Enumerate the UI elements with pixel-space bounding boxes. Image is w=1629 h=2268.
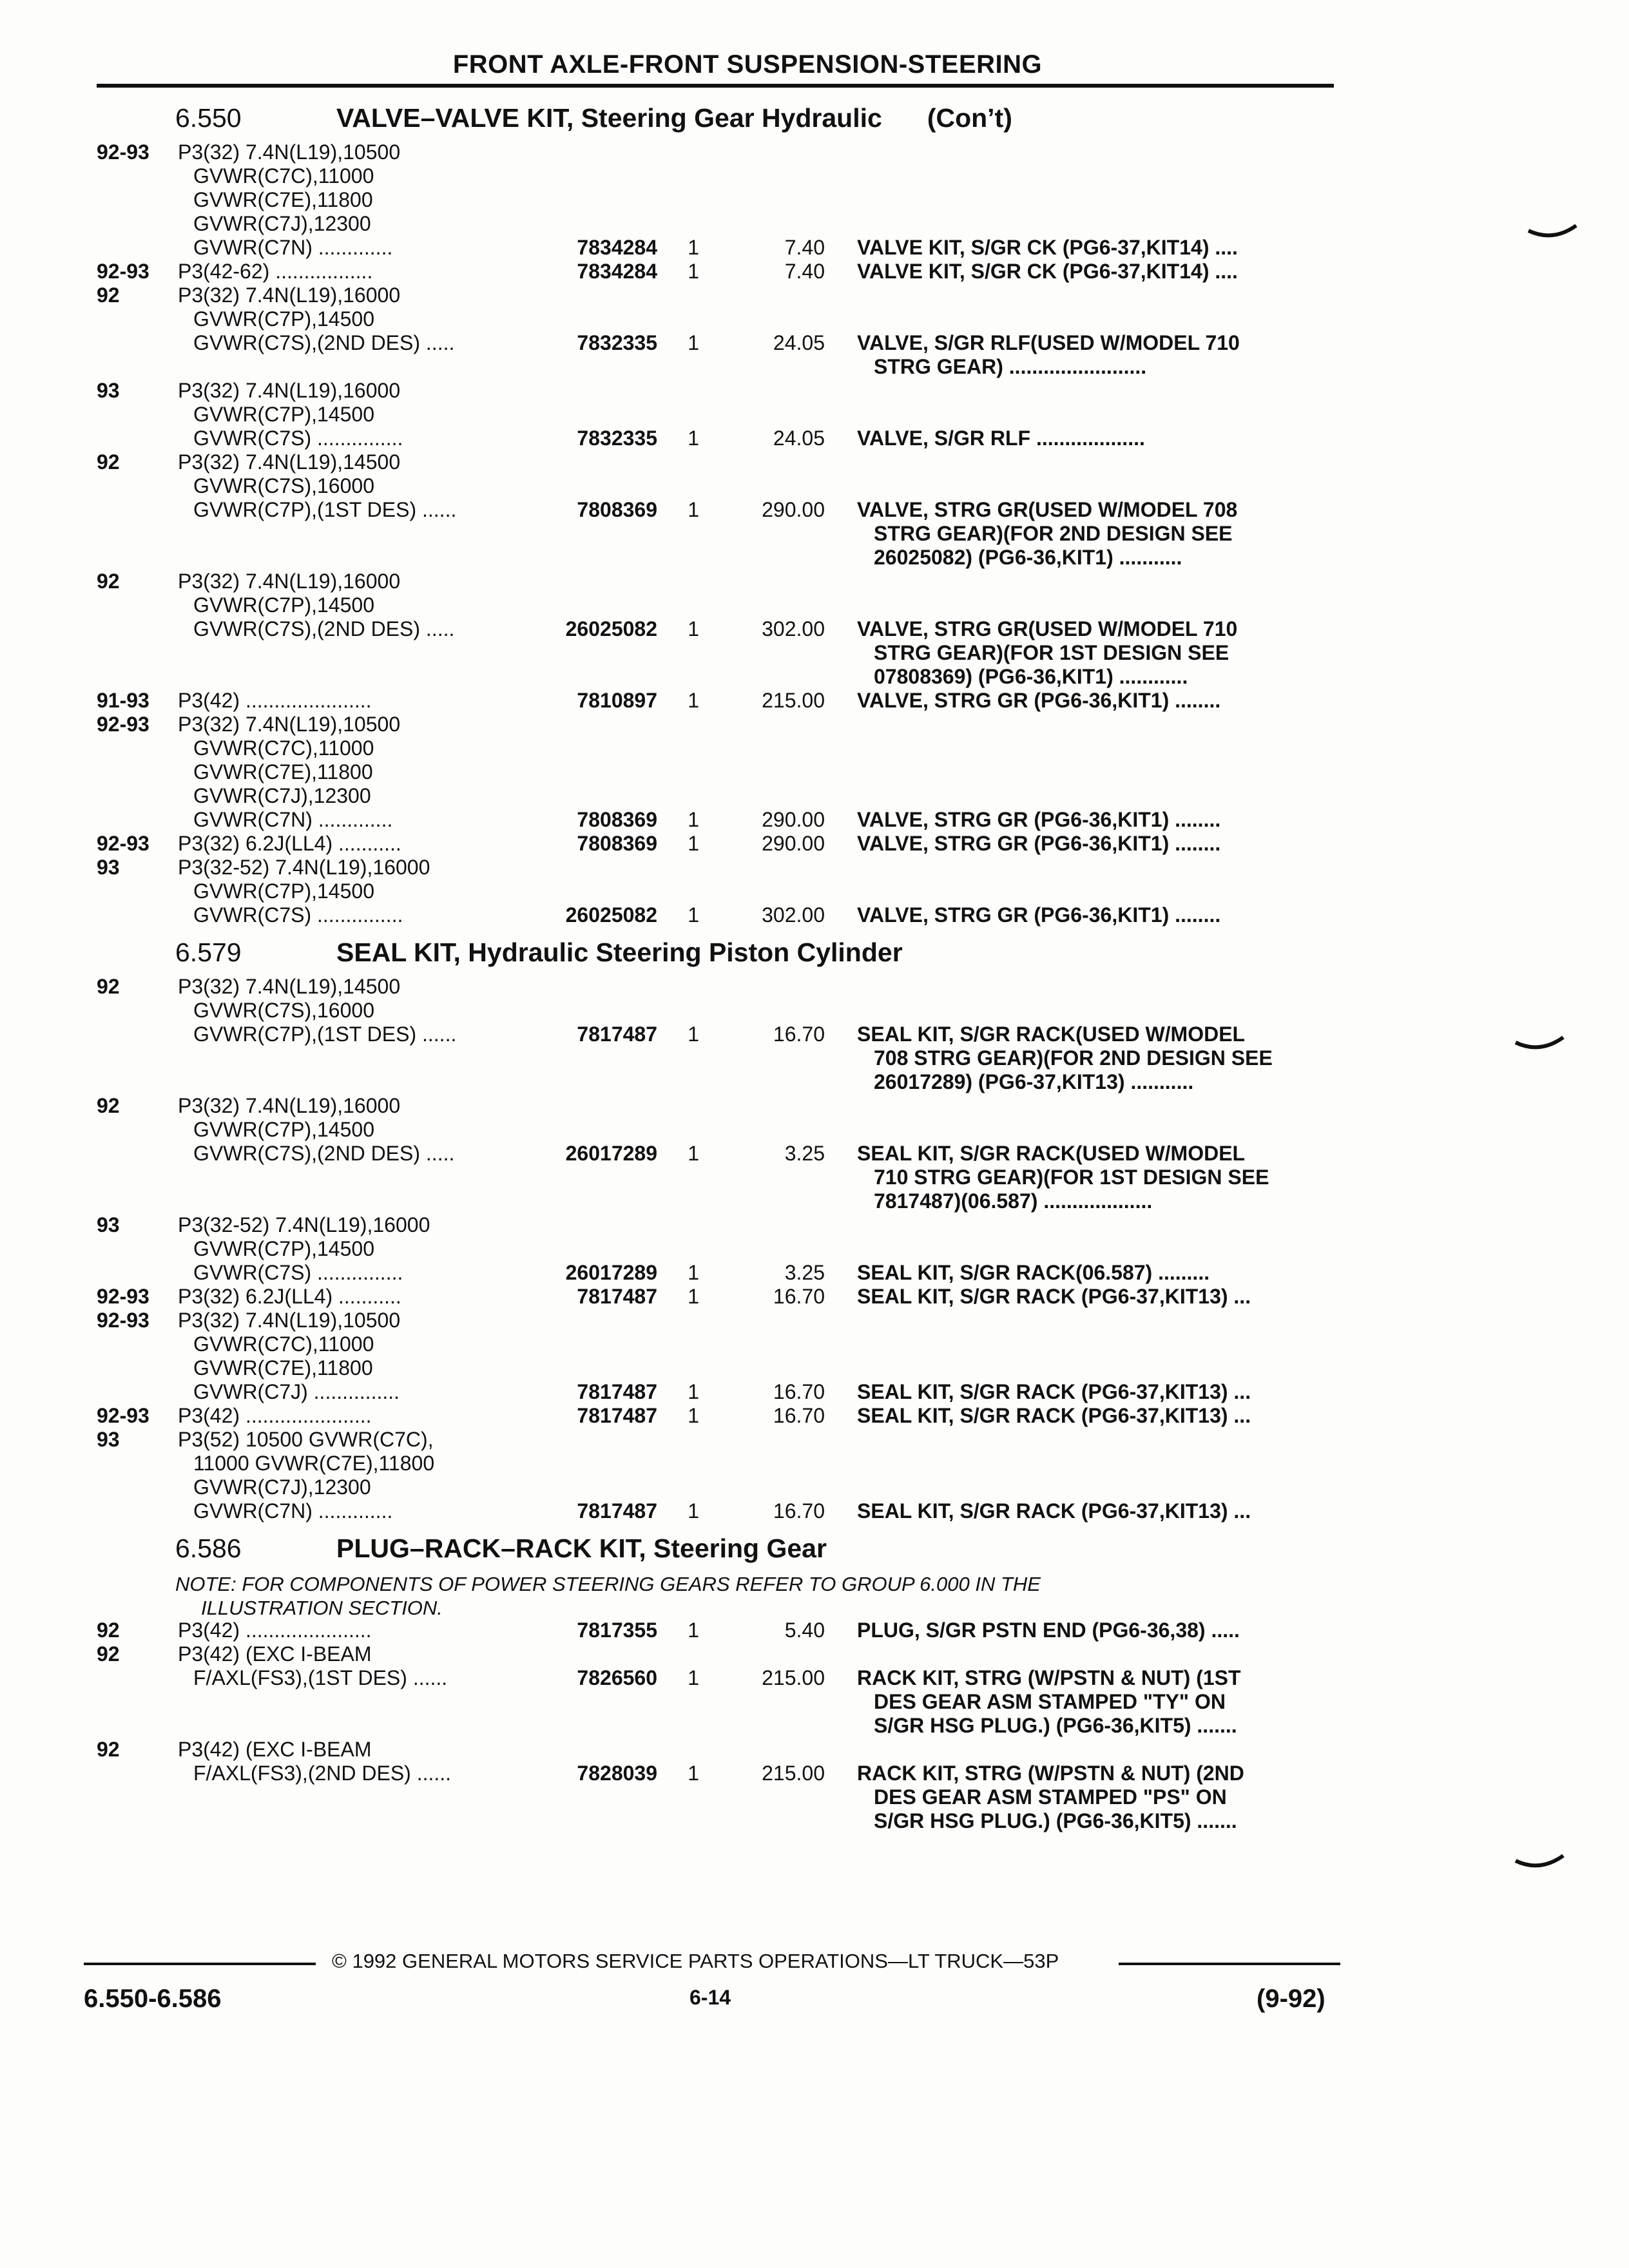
year-cell: 93 bbox=[97, 1428, 120, 1451]
application-cell: GVWR(C7J),12300 bbox=[193, 784, 371, 807]
part-number-cell: 7808369 bbox=[577, 498, 657, 521]
application-cell: GVWR(C7S),(2ND DES) ..... bbox=[193, 1142, 455, 1165]
table-row bbox=[0, 1690, 1629, 1714]
part-number-cell: 26025082 bbox=[565, 617, 657, 640]
page-title: FRONT AXLE-FRONT SUSPENSION-STEERING bbox=[452, 50, 1043, 79]
section-title: VALVE–VALVE KIT, Steering Gear Hydraulic bbox=[336, 103, 882, 133]
section-heading-6-579 bbox=[175, 937, 903, 968]
price-cell: 7.40 bbox=[784, 260, 825, 283]
application-cell: P3(42-62) ................. bbox=[178, 260, 373, 283]
application-cell: GVWR(C7E),11800 bbox=[193, 760, 373, 783]
part-number-cell: 7832335 bbox=[577, 331, 657, 354]
table-row bbox=[0, 1261, 1629, 1285]
description-cell: VALVE, STRG GR (PG6-36,KIT1) ........ bbox=[857, 689, 1221, 712]
table-row bbox=[0, 1356, 1629, 1380]
table-row bbox=[0, 236, 1629, 260]
description-cell: STRG GEAR)(FOR 2ND DESIGN SEE bbox=[874, 522, 1233, 545]
description-cell: SEAL KIT, S/GR RACK(USED W/MODEL bbox=[857, 1142, 1246, 1165]
price-cell: 24.05 bbox=[773, 427, 825, 450]
part-number-cell: 7826560 bbox=[577, 1666, 657, 1689]
application-cell: P3(32) 7.4N(L19),10500 bbox=[178, 713, 401, 736]
quantity-cell: 1 bbox=[688, 808, 699, 831]
description-cell: S/GR HSG PLUG.) (PG6-36,KIT5) ....... bbox=[874, 1809, 1237, 1832]
section-number: 6.579 bbox=[175, 937, 242, 967]
application-cell: P3(42) (EXC I-BEAM bbox=[178, 1738, 372, 1761]
price-cell: 16.70 bbox=[773, 1380, 825, 1403]
application-cell: GVWR(C7S),(2ND DES) ..... bbox=[193, 331, 455, 354]
table-row bbox=[0, 975, 1629, 999]
section-number: 6.586 bbox=[175, 1533, 242, 1563]
application-cell: GVWR(C7N) ............. bbox=[193, 236, 393, 259]
year-cell: 92 bbox=[97, 284, 120, 307]
application-cell: GVWR(C7P),14500 bbox=[193, 593, 374, 617]
application-cell: F/AXL(FS3),(1ST DES) ...... bbox=[193, 1666, 448, 1689]
section-title: PLUG–RACK–RACK KIT, Steering Gear bbox=[336, 1533, 827, 1563]
table-row bbox=[0, 331, 1629, 355]
quantity-cell: 1 bbox=[688, 1023, 699, 1046]
revision-date: (9-92) bbox=[1257, 1984, 1325, 2013]
table-row bbox=[0, 784, 1629, 808]
application-cell: GVWR(C7S),16000 bbox=[193, 999, 374, 1022]
part-number-cell: 7832335 bbox=[577, 427, 657, 450]
application-cell: P3(32) 7.4N(L19),16000 bbox=[178, 1094, 401, 1117]
price-cell: 5.40 bbox=[784, 1619, 825, 1642]
description-cell: VALVE, S/GR RLF ................... bbox=[857, 427, 1145, 450]
table-row bbox=[0, 307, 1629, 331]
table-row bbox=[0, 1118, 1629, 1142]
section-heading-6-586 bbox=[175, 1533, 827, 1564]
application-cell: GVWR(C7C),11000 bbox=[193, 164, 374, 187]
table-row bbox=[0, 164, 1629, 188]
application-cell: GVWR(C7P),14500 bbox=[193, 1118, 374, 1141]
note-line: NOTE: FOR COMPONENTS OF POWER STEERING GEARS REFER TO GROUP 6.000 IN THE bbox=[175, 1573, 1041, 1595]
year-cell: 93 bbox=[97, 379, 120, 402]
application-cell: GVWR(C7S) ............... bbox=[193, 427, 403, 450]
description-cell: SEAL KIT, S/GR RACK(06.587) ......... bbox=[857, 1261, 1210, 1284]
table-row bbox=[0, 379, 1629, 403]
description-cell: 26017289) (PG6-37,KIT13) ........... bbox=[874, 1070, 1194, 1093]
description-cell: VALVE KIT, S/GR CK (PG6-37,KIT14) .... bbox=[857, 260, 1238, 283]
price-cell: 302.00 bbox=[762, 903, 825, 927]
price-cell: 215.00 bbox=[762, 1666, 825, 1689]
header-rule bbox=[97, 84, 1334, 88]
price-cell: 302.00 bbox=[762, 617, 825, 640]
group-range: 6.550-6.586 bbox=[84, 1984, 222, 2013]
description-cell: VALVE, STRG GR (PG6-36,KIT1) ........ bbox=[857, 832, 1221, 855]
quantity-cell: 1 bbox=[688, 617, 699, 640]
application-cell: GVWR(C7N) ............. bbox=[193, 1499, 393, 1523]
application-cell: P3(42) ...................... bbox=[178, 1619, 372, 1642]
table-row bbox=[0, 1285, 1629, 1309]
application-cell: GVWR(C7J) ............... bbox=[193, 1380, 400, 1403]
table-row bbox=[0, 760, 1629, 784]
year-cell: 92 bbox=[97, 450, 120, 474]
description-cell: 07808369) (PG6-36,KIT1) ............ bbox=[874, 665, 1188, 688]
table-row bbox=[0, 593, 1629, 617]
year-cell: 92-93 bbox=[97, 140, 149, 164]
page-edge-mark bbox=[1514, 1031, 1566, 1057]
quantity-cell: 1 bbox=[688, 331, 699, 354]
section-note bbox=[175, 1572, 1041, 1620]
description-cell: DES GEAR ASM STAMPED "PS" ON bbox=[874, 1785, 1227, 1809]
price-cell: 7.40 bbox=[784, 236, 825, 259]
part-number-cell: 7817487 bbox=[577, 1499, 657, 1523]
description-cell: 710 STRG GEAR)(FOR 1ST DESIGN SEE bbox=[874, 1166, 1269, 1189]
part-number-cell: 7817487 bbox=[577, 1023, 657, 1046]
application-cell: P3(32) 7.4N(L19),16000 bbox=[178, 379, 401, 402]
year-cell: 92-93 bbox=[97, 1404, 149, 1427]
table-row bbox=[0, 617, 1629, 641]
part-number-cell: 7808369 bbox=[577, 832, 657, 855]
quantity-cell: 1 bbox=[688, 1499, 699, 1523]
year-cell: 92-93 bbox=[97, 260, 149, 283]
quantity-cell: 1 bbox=[688, 903, 699, 927]
price-cell: 16.70 bbox=[773, 1404, 825, 1427]
application-cell: P3(32) 7.4N(L19),16000 bbox=[178, 570, 401, 593]
table-row bbox=[0, 498, 1629, 522]
quantity-cell: 1 bbox=[688, 260, 699, 283]
table-row bbox=[0, 284, 1629, 307]
application-cell: GVWR(C7J),12300 bbox=[193, 1475, 371, 1499]
description-cell: RACK KIT, STRG (W/PSTN & NUT) (2ND bbox=[857, 1762, 1244, 1785]
quantity-cell: 1 bbox=[688, 427, 699, 450]
table-row bbox=[0, 1762, 1629, 1785]
description-cell: STRG GEAR) ........................ bbox=[874, 355, 1147, 378]
application-cell: GVWR(C7S) ............... bbox=[193, 903, 403, 927]
table-row bbox=[0, 808, 1629, 832]
copyright-notice: © 1992 GENERAL MOTORS SERVICE PARTS OPERATIONS—LT TRUCK—53P bbox=[332, 1950, 1059, 1972]
description-cell: SEAL KIT, S/GR RACK (PG6-37,KIT13) ... bbox=[857, 1380, 1251, 1403]
table-row bbox=[0, 689, 1629, 713]
description-cell: VALVE, STRG GR(USED W/MODEL 710 bbox=[857, 617, 1238, 640]
part-number-cell: 26017289 bbox=[565, 1142, 657, 1165]
application-cell: P3(32) 7.4N(L19),10500 bbox=[178, 140, 401, 164]
section-title: SEAL KIT, Hydraulic Steering Piston Cylinder bbox=[336, 937, 903, 967]
description-cell: VALVE, STRG GR (PG6-36,KIT1) ........ bbox=[857, 808, 1221, 831]
part-number-cell: 7817487 bbox=[577, 1404, 657, 1427]
price-cell: 16.70 bbox=[773, 1023, 825, 1046]
part-number-cell: 7834284 bbox=[577, 260, 657, 283]
quantity-cell: 1 bbox=[688, 1142, 699, 1165]
application-cell: F/AXL(FS3),(2ND DES) ...... bbox=[193, 1762, 452, 1785]
year-cell: 91-93 bbox=[97, 689, 149, 712]
price-cell: 24.05 bbox=[773, 331, 825, 354]
table-row bbox=[0, 570, 1629, 593]
price-cell: 290.00 bbox=[762, 498, 825, 521]
application-cell: GVWR(C7P),14500 bbox=[193, 403, 374, 426]
table-row bbox=[0, 1189, 1629, 1213]
table-row bbox=[0, 522, 1629, 546]
description-cell: 26025082) (PG6-36,KIT1) ........... bbox=[874, 546, 1182, 569]
table-row bbox=[0, 1070, 1629, 1094]
table-row bbox=[0, 188, 1629, 212]
quantity-cell: 1 bbox=[688, 1762, 699, 1785]
quantity-cell: 1 bbox=[688, 1380, 699, 1403]
table-row bbox=[0, 1499, 1629, 1523]
description-cell: VALVE KIT, S/GR CK (PG6-37,KIT14) .... bbox=[857, 236, 1238, 259]
quantity-cell: 1 bbox=[688, 1285, 699, 1308]
table-row bbox=[0, 1380, 1629, 1404]
year-cell: 92 bbox=[97, 1738, 120, 1761]
table-row bbox=[0, 403, 1629, 427]
table-row bbox=[0, 355, 1629, 379]
quantity-cell: 1 bbox=[688, 1404, 699, 1427]
section-heading-6-550 bbox=[175, 103, 1012, 133]
part-number-cell: 7810897 bbox=[577, 689, 657, 712]
price-cell: 290.00 bbox=[762, 808, 825, 831]
table-row bbox=[0, 1666, 1629, 1690]
application-cell: P3(32) 6.2J(LL4) ........... bbox=[178, 832, 401, 855]
section-number: 6.550 bbox=[175, 103, 242, 133]
table-row bbox=[0, 212, 1629, 236]
description-cell: SEAL KIT, S/GR RACK (PG6-37,KIT13) ... bbox=[857, 1285, 1251, 1308]
page-number: 6-14 bbox=[689, 1986, 731, 2009]
table-row bbox=[0, 427, 1629, 450]
application-cell: GVWR(C7C),11000 bbox=[193, 1332, 374, 1356]
description-cell: RACK KIT, STRG (W/PSTN & NUT) (1ST bbox=[857, 1666, 1241, 1689]
table-row bbox=[0, 474, 1629, 498]
application-cell: GVWR(C7P),14500 bbox=[193, 879, 374, 903]
quantity-cell: 1 bbox=[688, 498, 699, 521]
quantity-cell: 1 bbox=[688, 832, 699, 855]
price-cell: 215.00 bbox=[762, 1762, 825, 1785]
application-cell: GVWR(C7J),12300 bbox=[193, 212, 371, 235]
price-cell: 16.70 bbox=[773, 1499, 825, 1523]
table-row bbox=[0, 856, 1629, 879]
quantity-cell: 1 bbox=[688, 236, 699, 259]
application-cell: GVWR(C7S) ............... bbox=[193, 1261, 403, 1284]
price-cell: 16.70 bbox=[773, 1285, 825, 1308]
part-number-cell: 7817487 bbox=[577, 1380, 657, 1403]
description-cell: 708 STRG GEAR)(FOR 2ND DESIGN SEE bbox=[874, 1046, 1273, 1070]
application-cell: P3(32) 7.4N(L19),16000 bbox=[178, 284, 401, 307]
description-cell: DES GEAR ASM STAMPED "TY" ON bbox=[874, 1690, 1226, 1713]
table-row bbox=[0, 1809, 1629, 1833]
table-row bbox=[0, 665, 1629, 689]
year-cell: 92-93 bbox=[97, 832, 149, 855]
year-cell: 92 bbox=[97, 570, 120, 593]
table-row bbox=[0, 1452, 1629, 1475]
application-cell: P3(32) 7.4N(L19),10500 bbox=[178, 1309, 401, 1332]
part-number-cell: 26017289 bbox=[565, 1261, 657, 1284]
table-row bbox=[0, 903, 1629, 927]
section-continued: (Con’t) bbox=[927, 103, 1012, 133]
application-cell: P3(32) 7.4N(L19),14500 bbox=[178, 450, 401, 474]
table-row bbox=[0, 1309, 1629, 1332]
application-cell: P3(32) 7.4N(L19),14500 bbox=[178, 975, 401, 998]
year-cell: 93 bbox=[97, 1213, 120, 1236]
table-row bbox=[0, 1738, 1629, 1762]
part-number-cell: 7834284 bbox=[577, 236, 657, 259]
page-edge-mark bbox=[1527, 219, 1579, 245]
table-row bbox=[0, 1714, 1629, 1738]
price-cell: 290.00 bbox=[762, 832, 825, 855]
table-row bbox=[0, 260, 1629, 284]
application-cell: 11000 GVWR(C7E),11800 bbox=[193, 1452, 435, 1475]
table-row bbox=[0, 1785, 1629, 1809]
quantity-cell: 1 bbox=[688, 689, 699, 712]
table-row bbox=[0, 1023, 1629, 1046]
part-number-cell: 7817355 bbox=[577, 1619, 657, 1642]
table-row bbox=[0, 879, 1629, 903]
price-cell: 3.25 bbox=[784, 1261, 825, 1284]
table-row bbox=[0, 1475, 1629, 1499]
year-cell: 92 bbox=[97, 975, 120, 998]
table-row bbox=[0, 546, 1629, 570]
application-cell: P3(52) 10500 GVWR(C7C), bbox=[178, 1428, 434, 1451]
application-cell: GVWR(C7E),11800 bbox=[193, 1356, 373, 1379]
application-cell: GVWR(C7C),11000 bbox=[193, 736, 374, 760]
year-cell: 93 bbox=[97, 856, 120, 879]
application-cell: P3(32-52) 7.4N(L19),16000 bbox=[178, 1213, 430, 1236]
description-cell: VALVE, STRG GR (PG6-36,KIT1) ........ bbox=[857, 903, 1221, 927]
quantity-cell: 1 bbox=[688, 1261, 699, 1284]
description-cell: PLUG, S/GR PSTN END (PG6-36,38) ..... bbox=[857, 1619, 1240, 1642]
application-cell: GVWR(C7N) ............. bbox=[193, 808, 393, 831]
footer-rule-right bbox=[1119, 1963, 1340, 1965]
application-cell: GVWR(C7P),14500 bbox=[193, 307, 374, 331]
description-cell: STRG GEAR)(FOR 1ST DESIGN SEE bbox=[874, 641, 1229, 664]
table-row bbox=[0, 1332, 1629, 1356]
table-row bbox=[0, 713, 1629, 736]
table-row bbox=[0, 832, 1629, 856]
year-cell: 92-93 bbox=[97, 1309, 149, 1332]
table-row bbox=[0, 641, 1629, 665]
page-edge-mark bbox=[1514, 1849, 1566, 1875]
description-cell: S/GR HSG PLUG.) (PG6-36,KIT5) ....... bbox=[874, 1714, 1237, 1737]
application-cell: P3(42) (EXC I-BEAM bbox=[178, 1642, 372, 1666]
table-row bbox=[0, 1094, 1629, 1118]
table-row bbox=[0, 1046, 1629, 1070]
description-cell: SEAL KIT, S/GR RACK (PG6-37,KIT13) ... bbox=[857, 1499, 1251, 1523]
description-cell: VALVE, S/GR RLF(USED W/MODEL 710 bbox=[857, 331, 1240, 354]
table-row bbox=[0, 736, 1629, 760]
table-row bbox=[0, 1428, 1629, 1452]
price-cell: 215.00 bbox=[762, 689, 825, 712]
table-row bbox=[0, 450, 1629, 474]
year-cell: 92-93 bbox=[97, 1285, 149, 1308]
year-cell: 92-93 bbox=[97, 713, 149, 736]
application-cell: P3(32) 6.2J(LL4) ........... bbox=[178, 1285, 401, 1308]
part-number-cell: 7817487 bbox=[577, 1285, 657, 1308]
description-cell: SEAL KIT, S/GR RACK (PG6-37,KIT13) ... bbox=[857, 1404, 1251, 1427]
note-line: ILLUSTRATION SECTION. bbox=[201, 1597, 443, 1619]
description-cell: SEAL KIT, S/GR RACK(USED W/MODEL bbox=[857, 1023, 1246, 1046]
part-number-cell: 7808369 bbox=[577, 808, 657, 831]
year-cell: 92 bbox=[97, 1094, 120, 1117]
application-cell: GVWR(C7P),(1ST DES) ...... bbox=[193, 1023, 457, 1046]
application-cell: GVWR(C7S),(2ND DES) ..... bbox=[193, 617, 455, 640]
price-cell: 3.25 bbox=[784, 1142, 825, 1165]
year-cell: 92 bbox=[97, 1642, 120, 1666]
footer-rule-left bbox=[84, 1963, 316, 1965]
description-cell: VALVE, STRG GR(USED W/MODEL 708 bbox=[857, 498, 1238, 521]
quantity-cell: 1 bbox=[688, 1619, 699, 1642]
part-number-cell: 26025082 bbox=[565, 903, 657, 927]
table-row bbox=[0, 1404, 1629, 1428]
application-cell: P3(42) ...................... bbox=[178, 1404, 372, 1427]
application-cell: GVWR(C7S),16000 bbox=[193, 474, 374, 497]
application-cell: GVWR(C7P),14500 bbox=[193, 1237, 374, 1260]
table-row bbox=[0, 999, 1629, 1023]
application-cell: P3(32-52) 7.4N(L19),16000 bbox=[178, 856, 430, 879]
application-cell: GVWR(C7E),11800 bbox=[193, 188, 373, 211]
table-row bbox=[0, 1213, 1629, 1237]
quantity-cell: 1 bbox=[688, 1666, 699, 1689]
application-cell: P3(42) ...................... bbox=[178, 689, 372, 712]
part-number-cell: 7828039 bbox=[577, 1762, 657, 1785]
table-row bbox=[0, 1142, 1629, 1166]
table-row bbox=[0, 1237, 1629, 1261]
table-row bbox=[0, 1642, 1629, 1666]
description-cell: 7817487)(06.587) ................... bbox=[874, 1189, 1153, 1213]
application-cell: GVWR(C7P),(1ST DES) ...... bbox=[193, 498, 457, 521]
table-row bbox=[0, 1166, 1629, 1189]
table-row bbox=[0, 1619, 1629, 1642]
year-cell: 92 bbox=[97, 1619, 120, 1642]
table-row bbox=[0, 140, 1629, 164]
